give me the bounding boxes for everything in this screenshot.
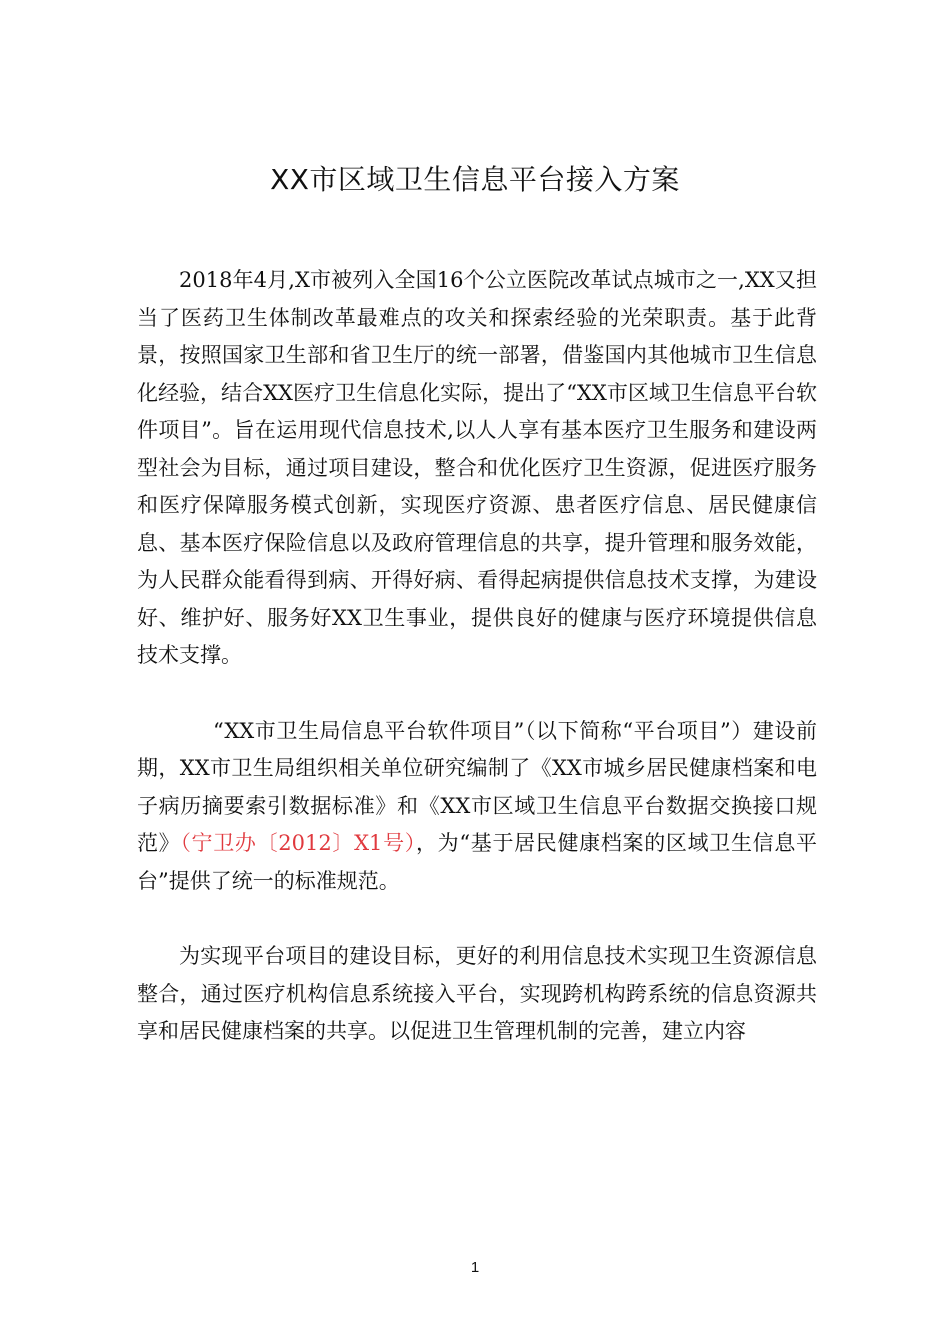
paragraph-2 xyxy=(137,713,817,901)
paragraph-1: 2018年4月,X市被列入全国16个公立医院改革试点城市之一,XX又担当了医药卫生体制改革最难点的攻关和探索经验的光荣职责。基于此背景，按照国家卫生部和省卫生厅的统一部署，借鉴国内其他城市卫生信息化经验，结合XX医疗卫生信息化实际，提出了“XX市区域卫生信息平台软件项目”。旨在运用现代信息技术,以人人享有基本医疗卫生服务和建设两型社会为目标，通过项目建设，整合和优化医疗卫生资源，促进医疗服务和医疗保障服务模式创新，实现医疗资源、患者医疗信息、居民健康信息、基本医疗保险信息以及政府管理信息的共享，提升管理和服务效能，为人民群众能看得到病、开得好病、看得起病提供信息技术支撑，为建设好、维护好、服务好XX卫生事业，提供良好的健康与医疗环境提供信息技术支撑。 xyxy=(137,268,817,667)
document-body xyxy=(137,262,817,1051)
document-number-reference: （宁卫办〔2012〕X1号） xyxy=(180,831,416,855)
page-number: 1 xyxy=(470,1259,480,1276)
paragraph-2-text-after: ，为“基于居民健康档案的区域卫生信息平台”提供了统一的标准规范。 xyxy=(137,831,818,893)
paragraph-2-text-before: “XX市卫生局信息平台软件项目”（以下简称“平台项目”）建设前期，XX市卫生局组织相关单位研究编制了《XX市城乡居民健康档案和电子病历摘要索引数据标准》和《XX市区域卫生信息平台数据交换接口规范》 xyxy=(137,718,817,855)
paragraph-3: 为实现平台项目的建设目标，更好的利用信息技术实现卫生资源信息整合，通过医疗机构信息系统接入平台，实现跨机构跨系统的信息资源共享和居民健康档案的共享。以促进卫生管理机制的完善，建立内容 xyxy=(137,944,817,1043)
document-title: XX市区域卫生信息平台接入方案 xyxy=(270,163,680,196)
